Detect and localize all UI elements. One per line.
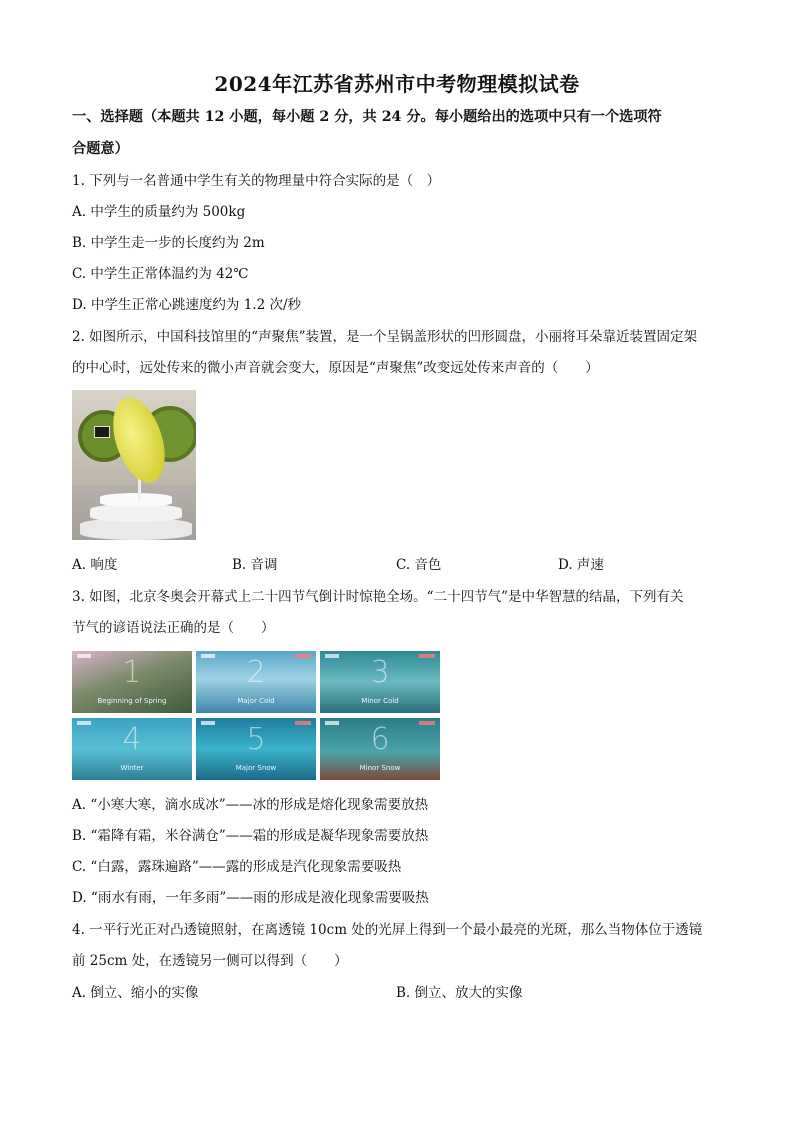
solar-term-tile: 3 Minor Cold: [320, 651, 440, 713]
solar-term-tile: 2 Major Cold: [196, 651, 316, 713]
q3-stem-line2: 节气的谚语说法正确的是（ ）: [72, 620, 275, 636]
sound-focus-device-photo: [72, 390, 196, 540]
q1-stem: 1. 下列与一名普通中学生有关的物理量中符合实际的是（ ）: [72, 173, 441, 189]
q4-option-b: B. 倒立、放大的实像: [396, 985, 523, 1001]
q2-option-c: C. 音色: [396, 557, 442, 573]
q3-option-c: C. “白露，露珠遍路”——露的形成是汽化现象需要吸热: [72, 859, 402, 875]
q2-stem-line2: 的中心时，远处传来的微小声音就会变大，原因是“声聚焦”改变远处传来声音的（ ）: [72, 360, 599, 376]
q2-stem-line1: 2. 如图所示，中国科技馆里的“声聚焦”装置，是一个呈锅盖形状的凹形圆盘，小丽将耳朵靠近装置固定架: [72, 329, 697, 345]
section-heading-line2: 合题意）: [72, 141, 129, 157]
solar-term-tile: 1 Beginning of Spring: [72, 651, 192, 713]
q2-option-b: B. 音调: [232, 557, 278, 573]
q4-option-a: A. 倒立、缩小的实像: [72, 985, 199, 1001]
solar-term-tile: 6 Minor Snow: [320, 718, 440, 780]
q4-stem-line1: 4. 一平行光正对凸透镜照射，在离透镜 10cm 处的光屏上得到一个最小最亮的光斑，那么当物体位于透镜: [72, 922, 703, 938]
q3-stem-line1: 3. 如图，北京冬奥会开幕式上二十四节气倒计时惊艳全场。“二十四节气”是中华智慧的结晶，下列有关: [72, 589, 684, 605]
solar-term-tile: 4 Winter: [72, 718, 192, 780]
q1-option-c: C. 中学生正常体温约为 42℃: [72, 266, 249, 282]
q3-option-d: D. “雨水有雨，一年多雨”——雨的形成是液化现象需要吸热: [72, 890, 429, 906]
q2-option-d: D. 声速: [558, 557, 604, 573]
q4-stem-line2: 前 25cm 处，在透镜另一侧可以得到（ ）: [72, 953, 348, 969]
section-heading-line1: 一、选择题（本题共 12 小题，每小题 2 分，共 24 分。每小题给出的选项中只有一个选项符: [72, 109, 662, 125]
q1-option-a: A. 中学生的质量约为 500kg: [72, 204, 246, 220]
q1-option-d: D. 中学生正常心跳速度约为 1.2 次/秒: [72, 297, 302, 313]
solar-terms-countdown-image: [72, 651, 440, 781]
q2-option-a: A. 响度: [72, 557, 118, 573]
q1-option-b: B. 中学生走一步的长度约为 2m: [72, 235, 265, 251]
q3-option-a: A. “小寒大寒，滴水成冰”——冰的形成是熔化现象需要放热: [72, 797, 429, 813]
page-title: 2024年江苏省苏州市中考物理模拟试卷: [214, 72, 580, 96]
solar-term-tile: 5 Major Snow: [196, 718, 316, 780]
q3-option-b: B. “霜降有霜，米谷满仓”——霜的形成是凝华现象需要放热: [72, 828, 429, 844]
